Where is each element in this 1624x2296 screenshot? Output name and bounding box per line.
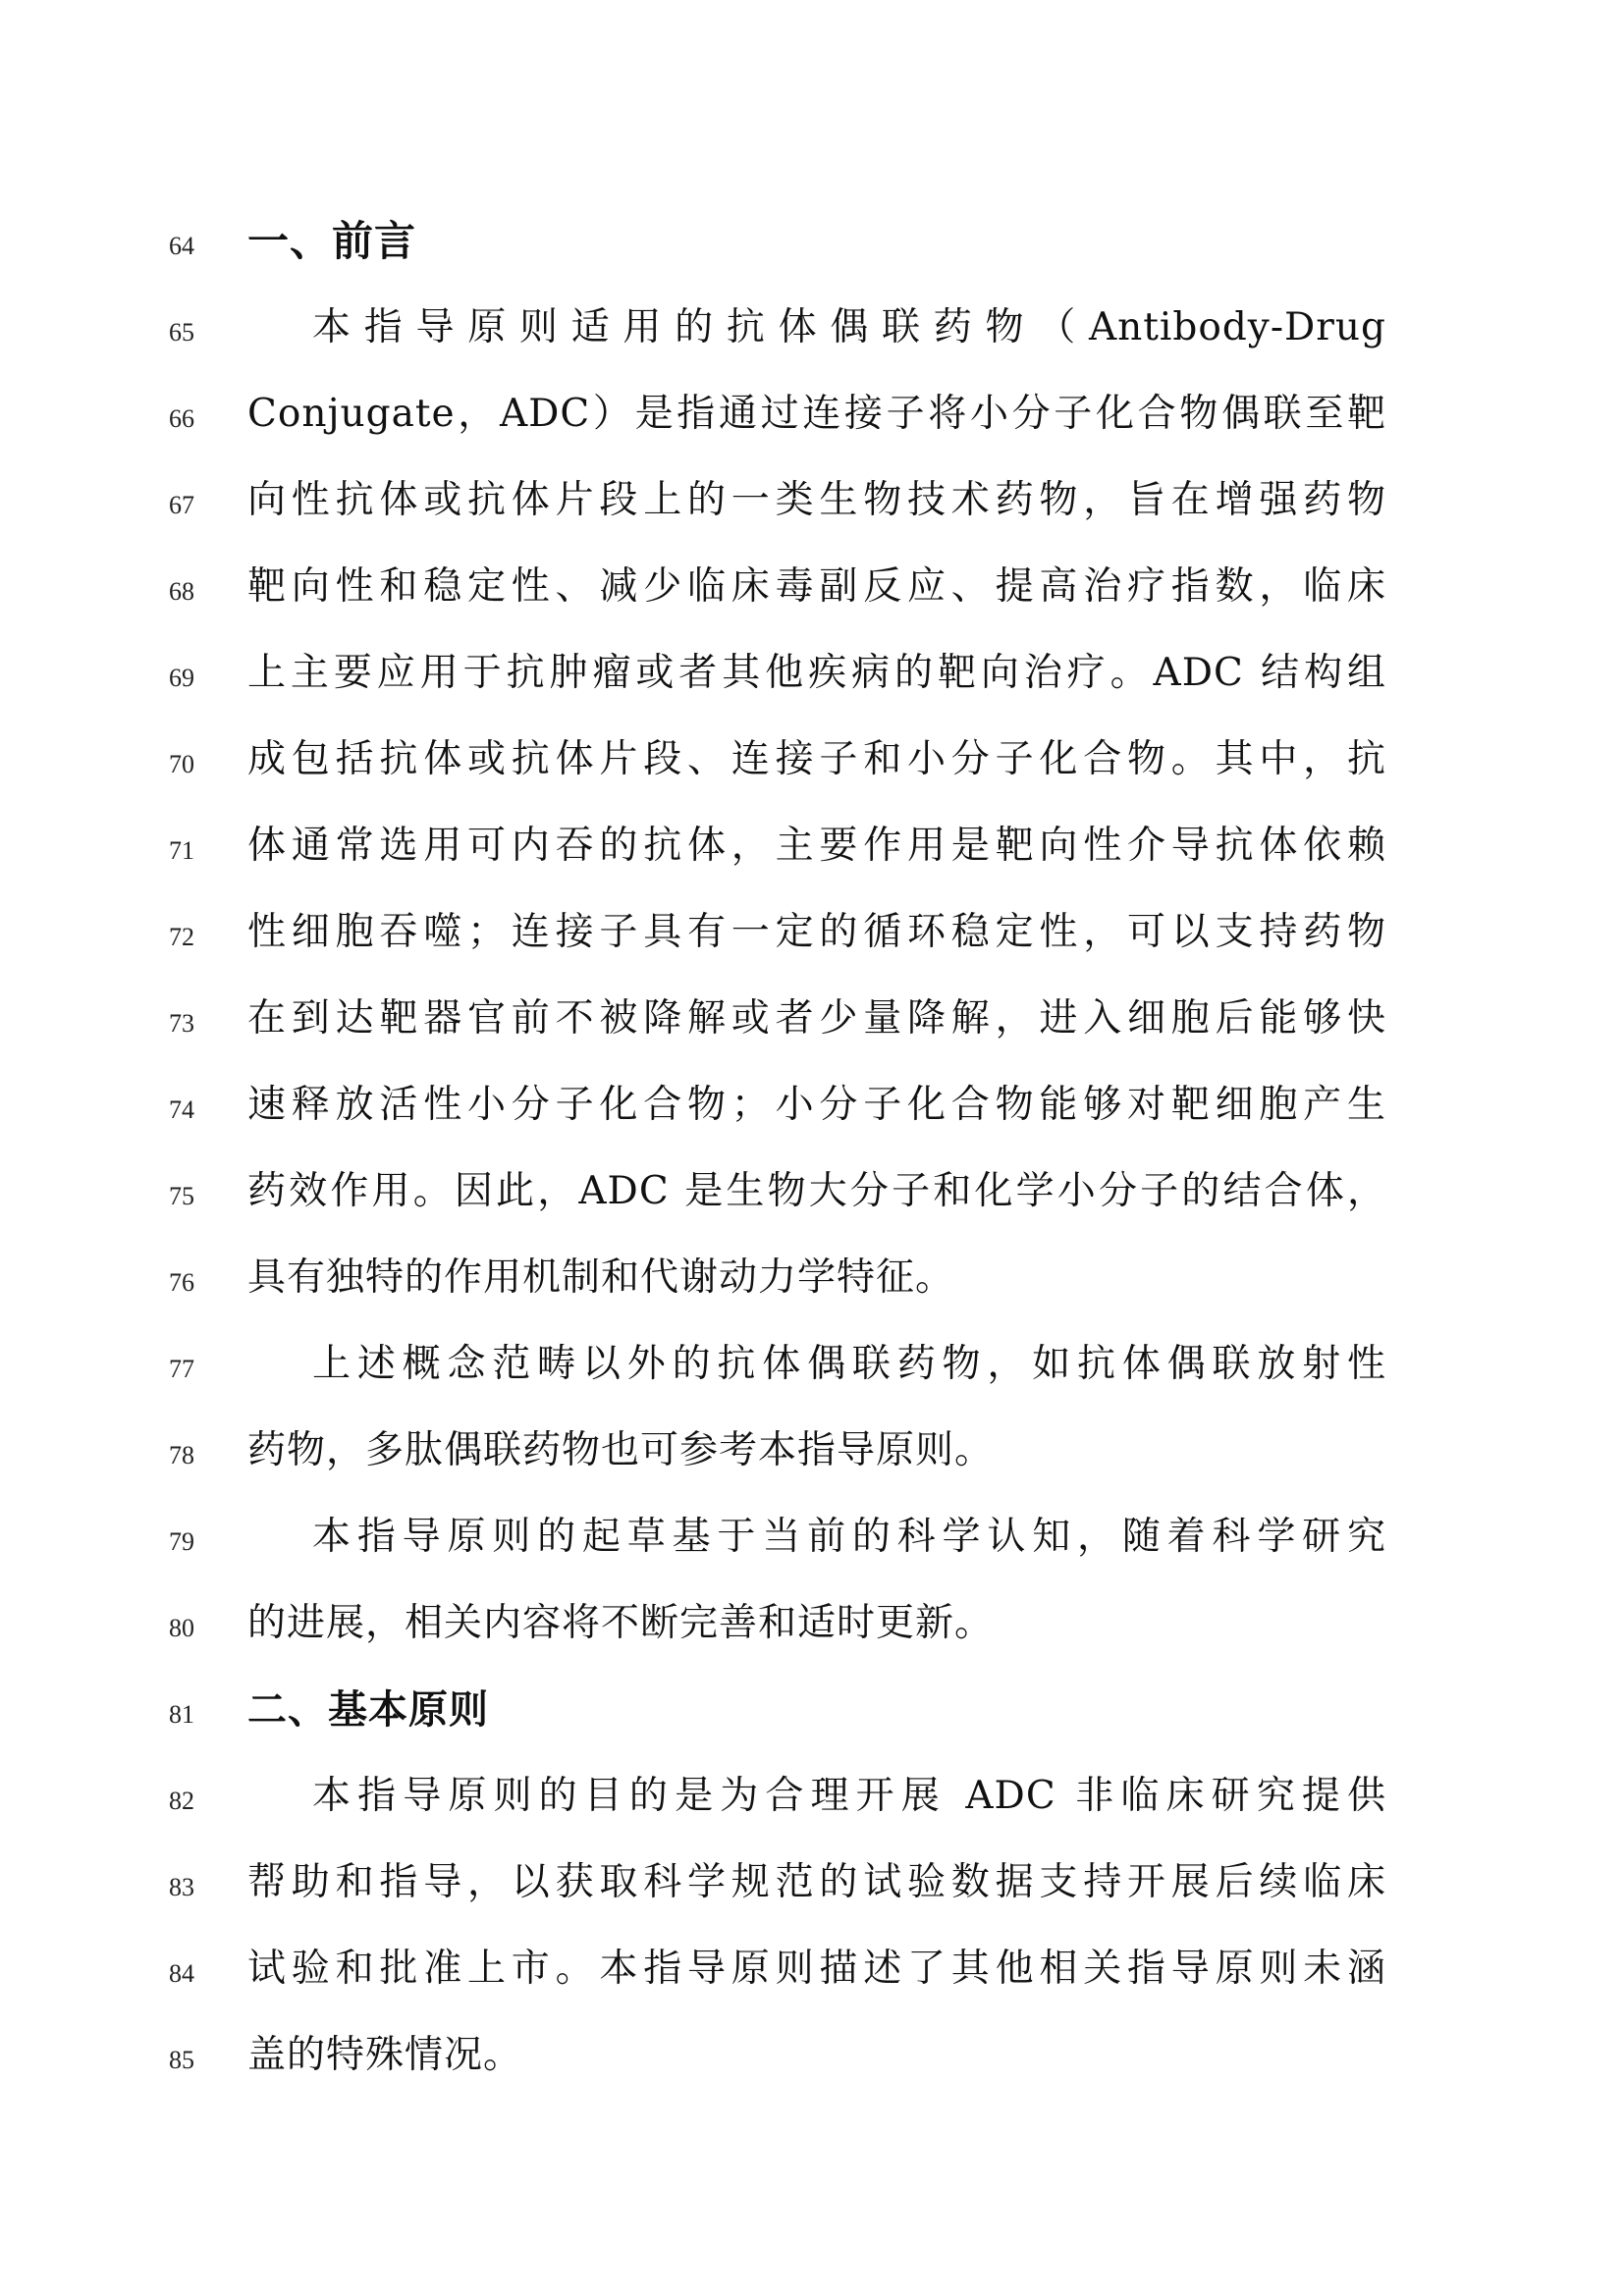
text-line [0,2012,1624,2099]
line-number: 70 [169,750,194,778]
line-number: 72 [169,923,194,951]
line-number: 77 [169,1355,194,1383]
line-number: 66 [169,404,194,433]
paragraph-line: 向性抗体或抗体片段上的一类生物技术药物，旨在增强药物 [247,478,1386,522]
line-number: 82 [169,1787,194,1815]
text-line [0,285,1624,371]
paragraph-line: 具有独特的作用机制和代谢动力学特征。 [247,1255,955,1300]
paragraph-line: 上主要应用于抗肿瘤或者其他疾病的靶向治疗。ADC 结构组 [247,651,1386,695]
text-line [0,371,1624,457]
paragraph-line: 的进展，相关内容将不断完善和适时更新。 [247,1601,995,1645]
paragraph-line: 上述概念范畴以外的抗体偶联药物，如抗体偶联放射性 [312,1342,1386,1386]
paragraph-line: 本指导原则适用的抗体偶联药物（Antibody-Drug [312,305,1386,349]
section-heading: 一、前言 [247,217,417,265]
line-number: 65 [169,318,194,347]
line-number: 75 [169,1182,194,1210]
paragraph-line: 本指导原则的起草基于当前的科学认知，随着科学研究 [312,1515,1386,1559]
line-number: 81 [169,1700,194,1729]
paragraph-line: 在到达靶器官前不被降解或者少量降解，进入细胞后能够快 [247,996,1386,1041]
text-line [0,803,1624,889]
paragraph-line: 性细胞吞噬；连接子具有一定的循环稳定性，可以支持药物 [247,910,1386,954]
paragraph-line: 药效作用。因此，ADC 是生物大分子和化学小分子的结合体， [247,1169,1386,1213]
line-number: 78 [169,1441,194,1469]
paragraph-line: 成包括抗体或抗体片段、连接子和小分子化合物。其中，抗 [247,737,1386,781]
line-number: 84 [169,1959,194,1988]
line-number: 71 [169,836,194,865]
text-line [0,1148,1624,1235]
line-number: 64 [169,232,194,260]
text-line [0,1840,1624,1926]
line-number: 79 [169,1527,194,1556]
line-number: 76 [169,1268,194,1297]
paragraph-line: 药物，多肽偶联药物也可参考本指导原则。 [247,1428,995,1472]
text-line [0,544,1624,630]
paragraph-line: 体通常选用可内吞的抗体，主要作用是靶向性介导抗体依赖 [247,824,1386,868]
text-line [0,1926,1624,2012]
line-number: 85 [169,2046,194,2074]
line-number: 73 [169,1009,194,1038]
text-line [0,1235,1624,1321]
paragraph-line: 靶向性和稳定性、减少临床毒副反应、提高治疗指数，临床 [247,564,1386,609]
text-line [0,457,1624,544]
paragraph-line: 试验和批准上市。本指导原则描述了其他相关指导原则未涵 [247,1947,1386,1991]
line-number: 68 [169,577,194,606]
text-line [0,1753,1624,1840]
paragraph-line: 速释放活性小分子化合物；小分子化合物能够对靶细胞产生 [247,1083,1386,1127]
text-line [0,976,1624,1062]
paragraph-line: 本指导原则的目的是为合理开展 ADC 非临床研究提供 [312,1774,1386,1818]
paragraph-line: Conjugate，ADC）是指通过连接子将小分子化合物偶联至靶 [247,392,1386,436]
text-line [0,1580,1624,1667]
line-number: 69 [169,664,194,692]
text-line [0,1062,1624,1148]
line-number: 74 [169,1095,194,1124]
text-line [0,717,1624,803]
text-line [0,1408,1624,1494]
section-heading: 二、基本原则 [247,1686,489,1733]
text-line [0,1667,1624,1753]
text-line [0,630,1624,717]
paragraph-line: 盖的特殊情况。 [247,2033,523,2077]
line-number: 67 [169,491,194,519]
line-number: 83 [169,1873,194,1901]
text-line [0,1321,1624,1408]
line-number: 80 [169,1614,194,1642]
text-line [0,198,1624,285]
paragraph-line: 帮助和指导，以获取科学规范的试验数据支持开展后续临床 [247,1860,1386,1904]
text-line [0,1494,1624,1580]
text-line [0,889,1624,976]
